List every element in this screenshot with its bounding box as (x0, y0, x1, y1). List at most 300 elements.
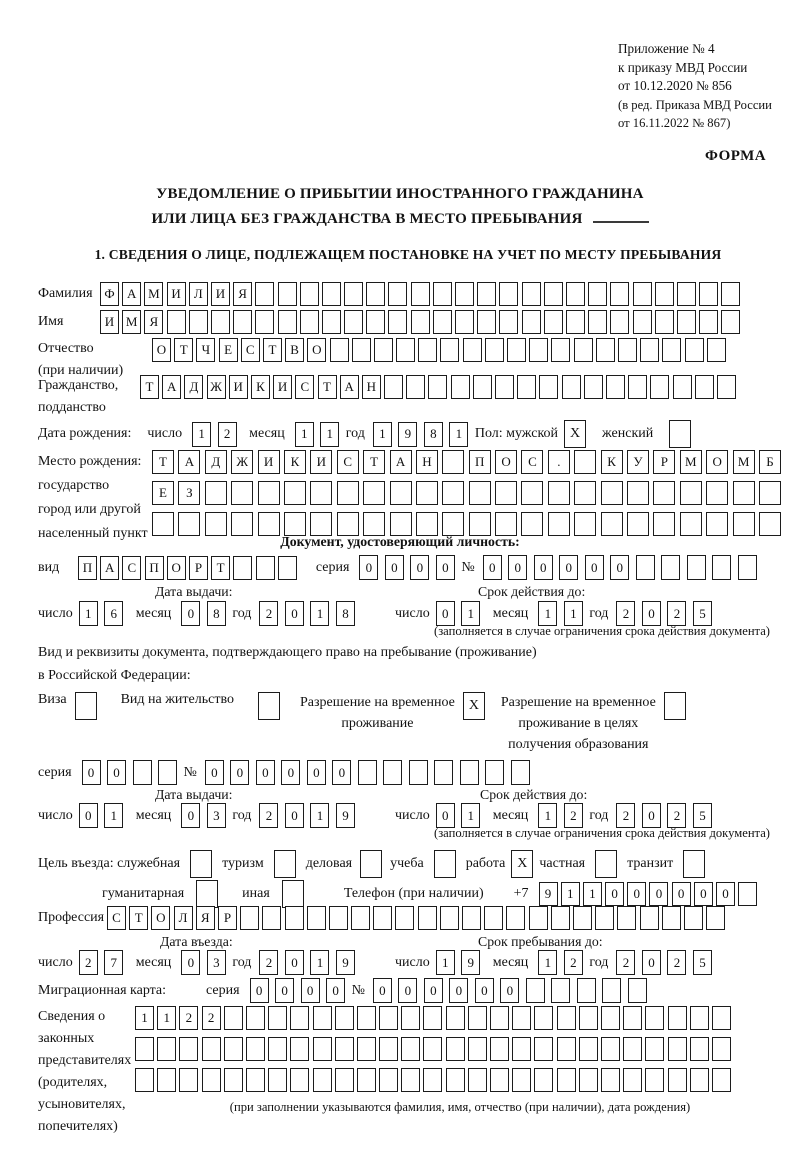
form-cell[interactable] (490, 1006, 509, 1030)
form-cell[interactable] (290, 1068, 309, 1092)
form-cell[interactable] (360, 850, 382, 878)
form-cell[interactable]: 0 (475, 978, 494, 1003)
form-cell[interactable] (285, 906, 304, 930)
purpose-commercial-checkbox[interactable] (360, 850, 382, 878)
form-cell[interactable] (135, 1037, 154, 1061)
form-cell[interactable] (522, 282, 541, 306)
form-cell[interactable] (733, 512, 755, 536)
form-cell[interactable] (205, 481, 227, 505)
form-cell[interactable] (653, 481, 675, 505)
form-cell[interactable] (384, 375, 403, 399)
form-cell[interactable] (211, 310, 230, 334)
form-cell[interactable]: 0 (672, 882, 691, 906)
form-cell[interactable] (469, 512, 491, 536)
form-cell[interactable]: М (733, 450, 755, 474)
form-cell[interactable] (390, 481, 412, 505)
form-cell[interactable]: И (258, 450, 280, 474)
form-cell[interactable]: О (151, 906, 170, 930)
rvp-education-checkbox[interactable] (664, 692, 686, 720)
form-cell[interactable]: 0 (285, 950, 304, 975)
form-cell[interactable] (357, 1037, 376, 1061)
form-cell[interactable] (574, 338, 593, 362)
form-cell[interactable] (485, 338, 504, 362)
form-cell[interactable] (423, 1037, 442, 1061)
form-cell[interactable]: 2 (218, 422, 237, 447)
form-cell[interactable]: . (548, 450, 570, 474)
form-cell[interactable]: Ж (231, 450, 253, 474)
form-cell[interactable] (551, 906, 570, 930)
form-cell[interactable] (507, 338, 526, 362)
form-cell[interactable]: П (469, 450, 491, 474)
form-cell[interactable] (411, 310, 430, 334)
form-cell[interactable]: И (229, 375, 248, 399)
form-cell[interactable] (548, 512, 570, 536)
form-cell[interactable] (633, 282, 652, 306)
form-cell[interactable]: 0 (326, 978, 345, 1003)
form-cell[interactable]: М (680, 450, 702, 474)
form-cell[interactable]: Я (196, 906, 215, 930)
form-cell[interactable]: А (390, 450, 412, 474)
form-cell[interactable]: Р (189, 556, 208, 580)
form-cell[interactable] (668, 1068, 687, 1092)
form-cell[interactable]: 2 (564, 950, 583, 975)
form-cell[interactable] (388, 310, 407, 334)
form-cell[interactable]: 1 (310, 950, 329, 975)
form-cell[interactable]: Т (318, 375, 337, 399)
form-cell[interactable] (366, 282, 385, 306)
birthplace-row-1[interactable] (152, 450, 785, 474)
form-cell[interactable] (721, 282, 740, 306)
form-cell[interactable]: 0 (107, 760, 126, 785)
form-cell[interactable]: Ч (196, 338, 215, 362)
form-cell[interactable]: 0 (281, 760, 300, 785)
form-cell[interactable] (566, 282, 585, 306)
form-cell[interactable] (618, 338, 637, 362)
form-cell[interactable]: 0 (230, 760, 249, 785)
form-cell[interactable] (255, 282, 274, 306)
form-cell[interactable]: В (285, 338, 304, 362)
form-cell[interactable] (344, 282, 363, 306)
form-cell[interactable] (330, 338, 349, 362)
form-cell[interactable]: Я (144, 310, 163, 334)
form-cell[interactable] (363, 481, 385, 505)
form-cell[interactable] (499, 310, 518, 334)
form-cell[interactable] (602, 978, 621, 1003)
form-cell[interactable]: Т (363, 450, 385, 474)
form-cell[interactable] (485, 760, 504, 785)
form-cell[interactable] (224, 1068, 243, 1092)
form-cell[interactable]: 0 (181, 803, 200, 828)
form-cell[interactable] (623, 1006, 642, 1030)
purpose-work-checkbox[interactable] (511, 850, 533, 878)
citizenship-cells[interactable] (140, 375, 739, 399)
form-cell[interactable] (468, 1068, 487, 1092)
form-cell[interactable] (352, 338, 371, 362)
form-cell[interactable] (717, 375, 736, 399)
form-cell[interactable] (633, 310, 652, 334)
stay-doc-valid-year-cells[interactable] (616, 803, 718, 828)
form-cell[interactable] (468, 1037, 487, 1061)
form-cell[interactable] (268, 1037, 287, 1061)
form-cell[interactable] (178, 512, 200, 536)
form-cell[interactable] (653, 512, 675, 536)
form-cell[interactable] (418, 338, 437, 362)
form-cell[interactable] (664, 692, 686, 720)
form-cell[interactable] (278, 556, 297, 580)
migration-series-cells[interactable] (250, 978, 352, 1003)
form-cell[interactable] (202, 1037, 221, 1061)
form-cell[interactable] (680, 512, 702, 536)
form-cell[interactable]: 2 (79, 950, 98, 975)
form-cell[interactable]: 0 (332, 760, 351, 785)
form-cell[interactable] (690, 1068, 709, 1092)
form-cell[interactable] (680, 481, 702, 505)
form-cell[interactable] (534, 1068, 553, 1092)
form-cell[interactable] (307, 906, 326, 930)
purpose-study-checkbox[interactable] (434, 850, 456, 878)
form-cell[interactable]: Т (140, 375, 159, 399)
form-cell[interactable]: 8 (424, 422, 443, 447)
form-cell[interactable] (246, 1037, 265, 1061)
stay-doc-valid-month-cells[interactable] (538, 803, 589, 828)
form-cell[interactable]: И (167, 282, 186, 306)
form-cell[interactable] (300, 282, 319, 306)
form-cell[interactable]: Д (205, 450, 227, 474)
form-cell[interactable] (468, 1006, 487, 1030)
form-cell[interactable]: 1 (320, 422, 339, 447)
form-cell[interactable] (179, 1037, 198, 1061)
form-cell[interactable] (423, 1006, 442, 1030)
form-cell[interactable] (446, 1068, 465, 1092)
form-cell[interactable] (434, 850, 456, 878)
form-cell[interactable]: С (241, 338, 260, 362)
form-cell[interactable] (601, 1037, 620, 1061)
form-cell[interactable]: 0 (410, 555, 429, 580)
form-cell[interactable] (574, 481, 596, 505)
form-cell[interactable] (645, 1068, 664, 1092)
form-cell[interactable]: И (100, 310, 119, 334)
form-cell[interactable] (190, 850, 212, 878)
form-cell[interactable] (606, 375, 625, 399)
form-cell[interactable]: 2 (667, 803, 686, 828)
form-cell[interactable] (662, 338, 681, 362)
form-cell[interactable] (157, 1037, 176, 1061)
form-cell[interactable] (374, 338, 393, 362)
form-cell[interactable] (358, 760, 377, 785)
form-cell[interactable] (351, 906, 370, 930)
representatives-row-1[interactable] (135, 1006, 734, 1030)
form-cell[interactable]: К (601, 450, 623, 474)
form-cell[interactable]: И (310, 450, 332, 474)
form-cell[interactable]: 0 (285, 601, 304, 626)
form-cell[interactable]: 0 (79, 803, 98, 828)
form-cell[interactable] (446, 1006, 465, 1030)
form-cell[interactable] (511, 760, 530, 785)
form-cell[interactable] (477, 310, 496, 334)
form-cell[interactable] (246, 1006, 265, 1030)
form-cell[interactable] (401, 1006, 420, 1030)
form-cell[interactable] (601, 481, 623, 505)
form-cell[interactable] (473, 375, 492, 399)
form-cell[interactable] (455, 282, 474, 306)
form-cell[interactable] (601, 1006, 620, 1030)
form-cell[interactable]: 0 (250, 978, 269, 1003)
form-cell[interactable] (322, 282, 341, 306)
form-cell[interactable]: Н (362, 375, 381, 399)
form-cell[interactable]: 1 (157, 1006, 176, 1030)
form-cell[interactable]: И (211, 282, 230, 306)
until-year-cells[interactable] (616, 950, 718, 975)
stay-doc-valid-day-cells[interactable] (436, 803, 487, 828)
form-cell[interactable]: А (162, 375, 181, 399)
form-cell[interactable] (544, 310, 563, 334)
form-cell[interactable] (596, 338, 615, 362)
form-cell[interactable]: 0 (181, 950, 200, 975)
form-cell[interactable] (383, 760, 402, 785)
form-cell[interactable]: О (495, 450, 517, 474)
form-cell[interactable]: 2 (179, 1006, 198, 1030)
birthplace-row-2[interactable] (152, 481, 785, 505)
form-cell[interactable]: О (167, 556, 186, 580)
form-cell[interactable]: Л (189, 282, 208, 306)
form-cell[interactable] (366, 310, 385, 334)
purpose-business-checkbox[interactable] (190, 850, 212, 878)
form-cell[interactable]: 8 (207, 601, 226, 626)
form-cell[interactable] (434, 760, 453, 785)
form-cell[interactable]: 0 (605, 882, 624, 906)
form-cell[interactable]: 0 (205, 760, 224, 785)
form-cell[interactable] (406, 375, 425, 399)
form-cell[interactable] (673, 375, 692, 399)
form-cell[interactable] (628, 978, 647, 1003)
form-cell[interactable] (463, 338, 482, 362)
form-cell[interactable] (189, 310, 208, 334)
form-cell[interactable] (233, 310, 252, 334)
form-cell[interactable]: 1 (310, 601, 329, 626)
form-cell[interactable] (135, 1068, 154, 1092)
form-cell[interactable] (416, 512, 438, 536)
form-cell[interactable] (284, 481, 306, 505)
form-cell[interactable]: А (340, 375, 359, 399)
form-cell[interactable]: 0 (301, 978, 320, 1003)
form-cell[interactable]: Р (218, 906, 237, 930)
form-cell[interactable]: 0 (436, 803, 455, 828)
form-cell[interactable] (738, 882, 757, 906)
form-cell[interactable] (268, 1068, 287, 1092)
form-cell[interactable] (677, 282, 696, 306)
form-cell[interactable] (534, 1037, 553, 1061)
form-cell[interactable]: 0 (500, 978, 519, 1003)
form-cell[interactable] (152, 512, 174, 536)
form-cell[interactable] (759, 481, 781, 505)
form-cell[interactable]: 1 (561, 882, 580, 906)
form-cell[interactable] (706, 512, 728, 536)
doc-valid-month-cells[interactable] (538, 601, 589, 626)
form-cell[interactable]: 3 (207, 803, 226, 828)
form-cell[interactable]: А (178, 450, 200, 474)
form-cell[interactable]: Т (129, 906, 148, 930)
form-cell[interactable]: 0 (534, 555, 553, 580)
form-cell[interactable]: 0 (642, 601, 661, 626)
form-cell[interactable]: С (107, 906, 126, 930)
form-cell[interactable] (712, 1068, 731, 1092)
form-cell[interactable]: Е (219, 338, 238, 362)
until-month-cells[interactable] (538, 950, 589, 975)
stay-doc-issue-day-cells[interactable] (79, 803, 130, 828)
form-cell[interactable]: 5 (693, 950, 712, 975)
form-cell[interactable]: К (251, 375, 270, 399)
form-cell[interactable] (517, 375, 536, 399)
form-cell[interactable] (335, 1068, 354, 1092)
form-cell[interactable] (357, 1006, 376, 1030)
form-cell[interactable]: 0 (285, 803, 304, 828)
form-cell[interactable] (687, 555, 706, 580)
form-cell[interactable] (548, 481, 570, 505)
form-cell[interactable] (512, 1068, 531, 1092)
form-cell[interactable]: И (273, 375, 292, 399)
form-cell[interactable]: 9 (336, 803, 355, 828)
form-cell[interactable] (310, 512, 332, 536)
form-cell[interactable]: У (627, 450, 649, 474)
form-cell[interactable]: 0 (585, 555, 604, 580)
form-cell[interactable] (335, 1006, 354, 1030)
form-cell[interactable] (617, 906, 636, 930)
form-cell[interactable] (557, 1037, 576, 1061)
doc-series-cells[interactable] (359, 555, 461, 580)
form-cell[interactable]: О (706, 450, 728, 474)
form-cell[interactable]: 0 (559, 555, 578, 580)
purpose-tourism-checkbox[interactable] (274, 850, 296, 878)
form-cell[interactable]: А (122, 282, 141, 306)
form-cell[interactable] (423, 1068, 442, 1092)
form-cell[interactable]: 1 (461, 803, 480, 828)
form-cell[interactable] (690, 1006, 709, 1030)
form-cell[interactable]: 1 (538, 601, 557, 626)
form-cell[interactable]: 1 (564, 601, 583, 626)
form-cell[interactable] (231, 481, 253, 505)
form-cell[interactable] (627, 481, 649, 505)
form-cell[interactable] (655, 282, 674, 306)
form-cell[interactable]: 0 (82, 760, 101, 785)
form-cell[interactable] (495, 512, 517, 536)
entry-month-cells[interactable] (181, 950, 232, 975)
form-cell[interactable] (699, 310, 718, 334)
form-cell[interactable] (344, 310, 363, 334)
form-cell[interactable] (258, 512, 280, 536)
form-cell[interactable]: 0 (642, 803, 661, 828)
form-cell[interactable] (167, 310, 186, 334)
form-cell[interactable]: С (521, 450, 543, 474)
form-cell[interactable]: 1 (461, 601, 480, 626)
form-cell[interactable] (707, 338, 726, 362)
form-cell[interactable] (379, 1037, 398, 1061)
form-cell[interactable]: 2 (259, 803, 278, 828)
form-cell[interactable]: 2 (667, 950, 686, 975)
form-cell[interactable] (579, 1068, 598, 1092)
form-cell[interactable] (258, 692, 280, 720)
form-cell[interactable] (363, 512, 385, 536)
form-cell[interactable]: 1 (436, 950, 455, 975)
form-cell[interactable] (357, 1068, 376, 1092)
form-cell[interactable]: 1 (192, 422, 211, 447)
form-cell[interactable]: Б (759, 450, 781, 474)
form-cell[interactable] (650, 375, 669, 399)
form-cell[interactable] (645, 1037, 664, 1061)
birthdate-day-cells[interactable] (192, 422, 243, 447)
form-cell[interactable] (433, 282, 452, 306)
doc-issue-day-cells[interactable] (79, 601, 130, 626)
form-cell[interactable]: 1 (583, 882, 602, 906)
stay-doc-issue-month-cells[interactable] (181, 803, 232, 828)
form-cell[interactable] (610, 310, 629, 334)
form-cell[interactable] (668, 1006, 687, 1030)
form-cell[interactable] (539, 375, 558, 399)
form-cell[interactable]: 0 (256, 760, 275, 785)
form-cell[interactable] (627, 512, 649, 536)
form-cell[interactable] (133, 760, 152, 785)
form-cell[interactable] (322, 310, 341, 334)
form-cell[interactable] (562, 375, 581, 399)
form-cell[interactable] (337, 512, 359, 536)
form-cell[interactable] (677, 310, 696, 334)
form-cell[interactable] (623, 1037, 642, 1061)
form-cell[interactable]: X (463, 692, 485, 720)
form-cell[interactable] (416, 481, 438, 505)
form-cell[interactable]: 0 (373, 978, 392, 1003)
form-cell[interactable]: 0 (385, 555, 404, 580)
form-cell[interactable]: 3 (207, 950, 226, 975)
form-cell[interactable] (75, 692, 97, 720)
form-cell[interactable] (446, 1037, 465, 1061)
form-cell[interactable] (521, 481, 543, 505)
form-cell[interactable] (522, 310, 541, 334)
visa-checkbox[interactable] (75, 692, 97, 720)
form-cell[interactable] (246, 1068, 265, 1092)
purpose-humanitarian-checkbox[interactable] (196, 880, 218, 908)
form-cell[interactable] (610, 282, 629, 306)
form-cell[interactable] (233, 556, 252, 580)
form-cell[interactable]: 6 (104, 601, 123, 626)
form-cell[interactable]: 2 (616, 601, 635, 626)
form-cell[interactable] (451, 375, 470, 399)
form-cell[interactable] (455, 310, 474, 334)
form-cell[interactable] (579, 1037, 598, 1061)
form-cell[interactable]: А (100, 556, 119, 580)
form-cell[interactable]: Ф (100, 282, 119, 306)
form-cell[interactable] (495, 481, 517, 505)
form-cell[interactable] (695, 375, 714, 399)
form-cell[interactable] (669, 420, 691, 448)
form-cell[interactable] (224, 1037, 243, 1061)
form-cell[interactable] (373, 906, 392, 930)
doc-type-cells[interactable] (78, 556, 300, 580)
birthplace-row-3[interactable] (152, 512, 785, 536)
form-cell[interactable]: 0 (642, 950, 661, 975)
form-cell[interactable] (661, 555, 680, 580)
form-cell[interactable] (401, 1037, 420, 1061)
form-cell[interactable]: 2 (202, 1006, 221, 1030)
form-cell[interactable] (706, 906, 725, 930)
form-cell[interactable] (534, 1006, 553, 1030)
form-cell[interactable]: 1 (373, 422, 392, 447)
form-cell[interactable]: П (78, 556, 97, 580)
form-cell[interactable] (224, 1006, 243, 1030)
form-cell[interactable] (601, 512, 623, 536)
doc-issue-month-cells[interactable] (181, 601, 232, 626)
firstname-cells[interactable] (100, 310, 743, 334)
form-cell[interactable] (313, 1006, 332, 1030)
residence-permit-checkbox[interactable] (258, 692, 280, 720)
